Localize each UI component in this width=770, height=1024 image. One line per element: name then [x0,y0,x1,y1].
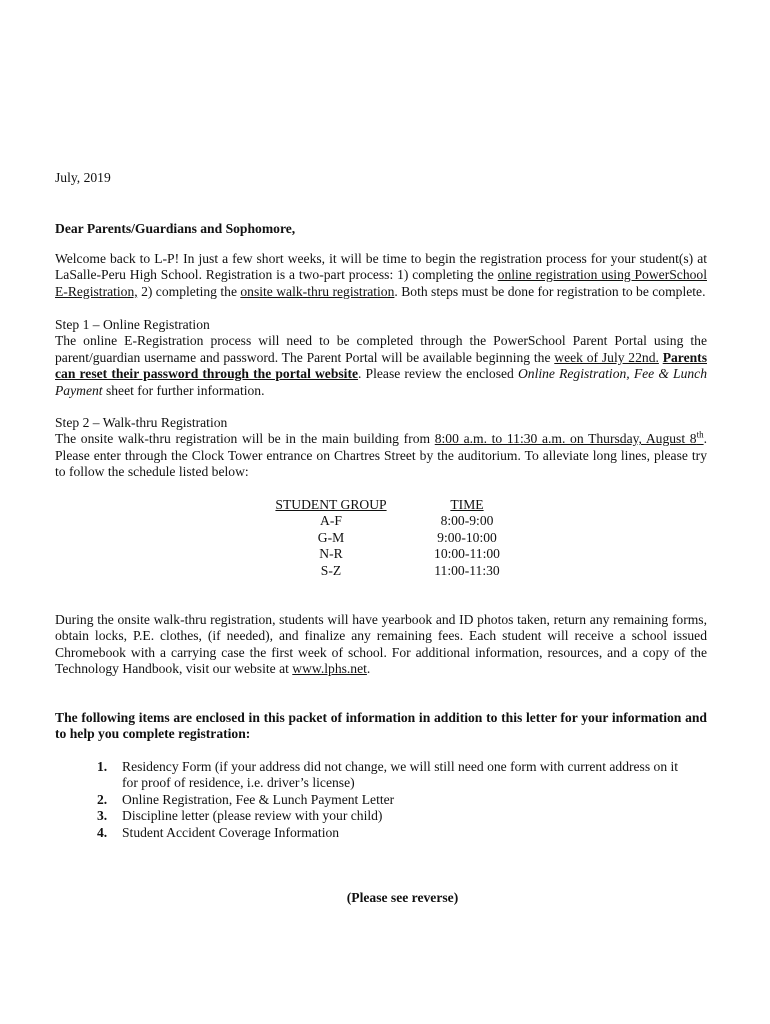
salutation: Dear Parents/Guardians and Sophomore, [55,221,296,236]
see-reverse-note: (Please see reverse) [346,890,459,905]
schedule-row [273,513,533,529]
schedule-time: 9:00-10:00 [437,529,497,545]
schedule-group: G-M [317,529,345,545]
schedule-time: 10:00-11:00 [434,546,500,562]
item-text: Residency Form (if your address did not change, we will still need one form with current address on it for proof of residence, i.e. driver’s license) [122,759,679,791]
list-item [97,759,697,792]
online-registration-link: online registration using PowerSchool E-Registration, [55,267,707,299]
intro-text-a: Welcome back to L-P! In just a few short weeks, it will be time to begin the registration process for your student(s) at LaSalle-Peru High School. Registration is a two-part process: 1) completing the [55,251,707,283]
step1-body [55,333,707,399]
week-of-july-text: week of July 22nd. [554,349,659,365]
step2-body [55,431,707,480]
intro-text-c: . Both steps must be done for registration to be complete. [394,283,706,299]
enclosed-items-list [97,759,697,841]
letter-date: July, 2019 [55,170,111,185]
details-text-b: . [366,661,371,677]
schedule-header-row [273,497,533,513]
step1-text-c: sheet for further information. [102,382,265,398]
step2-section [55,415,707,481]
item-text: Online Registration, Fee & Lunch Payment Letter [122,791,395,807]
item-number: 3. [97,808,108,824]
item-number: 2. [97,791,108,807]
schedule-table [273,497,533,579]
schedule-group: A-F [320,513,342,529]
walkthru-details-paragraph [55,612,707,678]
date-superscript: th [696,429,704,440]
item-text: Discipline letter (please review with your child) [122,808,383,824]
item-text: Student Accident Coverage Information [122,824,340,840]
list-item [97,825,697,841]
intro-text-b: 2) completing the [137,283,241,299]
password-reset-notice: Parents can reset their password through the portal website [55,349,707,382]
item-number: 4. [97,824,108,840]
schedule-row [273,530,533,546]
step2-heading: Step 2 – Walk-thru Registration [55,415,228,430]
walkthru-when: 8:00 a.m. to 11:30 a.m. on Thursday, August 8 [434,431,697,447]
step2-text-a: The onsite walk-thru registration will be in the main building from [55,431,435,447]
schedule-time: 11:00-11:30 [434,562,500,578]
details-text-a: During the onsite walk-thru registration, students will have yearbook and ID photos taken, return any remaining forms, obtain locks, P.E. clothes, (if needed), and finalize any remaining fees. Each student will receive a school issued Chromebook with a carrying case the first week of school. For additional information, resources, and a copy of the Technology Handbook, visit our website at [55,612,707,677]
enclosed-sheet-title: Online Registration, Fee & Lunch Payment [55,366,707,398]
list-item [97,792,697,808]
time-header: TIME [450,497,484,512]
list-item [97,808,697,824]
schedule-row [273,546,533,562]
enclosed-items-intro: The following items are enclosed in this packet of information in addition to this letter for your information and to help you complete registration: [55,710,707,742]
step1-section [55,317,707,399]
item-number: 1. [97,759,108,774]
step2-text-b: . Please enter through the Clock Tower entrance on Chartres Street by the auditorium. To alleviate long lines, please try to follow the schedule listed below: [55,431,707,480]
schedule-time: 8:00-9:00 [440,513,494,529]
step1-text-b: . Please review the enclosed [358,366,518,382]
schedule-group: N-R [319,546,343,562]
step1-heading: Step 1 – Online Registration [55,317,210,332]
step1-text-a: The online E-Registration process will need to be completed through the PowerSchool Parent Portal using the parent/guardian username and password. The Parent Portal will be available beginning the [55,333,707,365]
intro-paragraph [55,251,707,300]
website-link[interactable]: www.lphs.net [292,661,367,677]
walkthru-registration-link: onsite walk-thru registration [240,283,395,299]
student-group-header: STUDENT GROUP [275,497,387,512]
walkthru-date-time [435,431,704,446]
schedule-row [273,563,533,579]
schedule-group: S-Z [320,562,342,578]
